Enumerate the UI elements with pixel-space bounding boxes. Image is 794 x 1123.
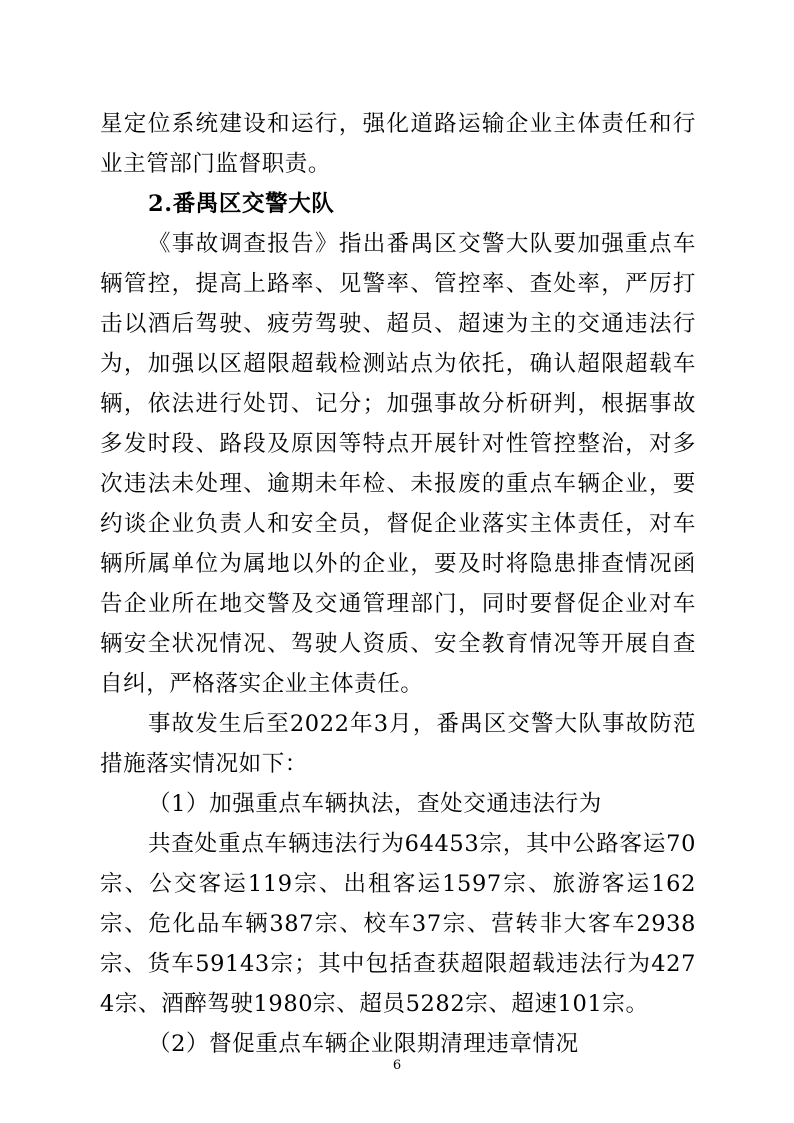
page-content <box>100 104 696 1064</box>
paragraph-continuation: 星定位系统建设和运行，强化道路运输企业主体责任和行业主管部门监督职责。 <box>100 111 696 177</box>
paragraph-implementation-status: 事故发生后至2022年3月，番禺区交警大队事故防范措施落实情况如下： <box>100 711 696 777</box>
page-number: 6 <box>392 1058 402 1073</box>
paragraph-report-requirements: 《事故调查报告》指出番禺区交警大队要加强重点车辆管控，提高上路率、见警率、管控率、查处率，严厉打击以酒后驾驶、疲劳驾驶、超员、超速为主的交通违法行为，加强以区超限超载检测站点为依托，确认超限超载车辆，依法进行处罚、记分；加强事故分析研判，根据事故多发时段、路段及原因等特点开展针对性管控整治，对多次违法未处理、逾期未年检、未报废的重点车辆企业，要约谈企业负责人和安全员，督促企业落实主体责任，对车辆所属单位为属地以外的企业，要及时将隐患排查情况函告企业所在地交警及交通管理部门，同时要督促企业对车辆安全状况情况、驾驶人资质、安全教育情况等开展自查自纠，严格落实企业主体责任。 <box>100 231 696 697</box>
section-heading-panyu-traffic-police: 2.番禺区交警大队 <box>148 191 335 217</box>
list-item-1-body: 共查处重点车辆违法行为64453宗，其中公路客运70宗、公交客运119宗、出租客运1597宗、旅游客运162宗、危化品车辆387宗、校车37宗、营转非大客车2938宗、货车59143宗；其中包括查获超限超载违法行为4274宗、酒醉驾驶1980宗、超员5282宗、超速101宗。 <box>100 831 696 1017</box>
list-item-2-title: （2）督促重点车辆企业限期清理违章情况 <box>148 1031 579 1057</box>
list-item-1-title: （1）加强重点车辆执法，查处交通违法行为 <box>148 791 602 817</box>
